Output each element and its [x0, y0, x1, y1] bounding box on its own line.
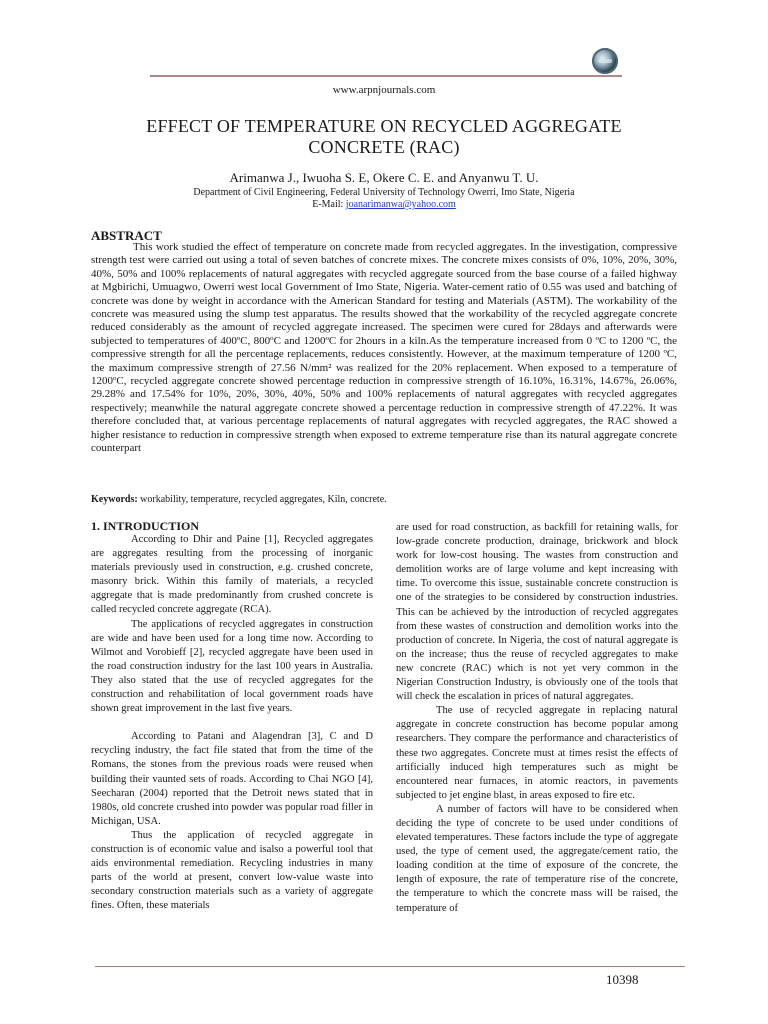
keywords-label: Keywords: [91, 494, 138, 505]
footer-rule [95, 966, 685, 967]
keywords [91, 494, 677, 505]
author-list: Arimanwa J., Iwuoha S. E, Okere C. E. and Anyanwu T. U. [229, 170, 539, 185]
email-link[interactable]: joanarimanwa@yahoo.com [345, 199, 456, 210]
section-heading: 1. INTRODUCTION [91, 519, 200, 533]
column-left [91, 519, 373, 913]
journal-url[interactable]: www.arpnjournals.com [332, 84, 436, 96]
abstract-heading: ABSTRACT [91, 228, 162, 243]
paragraph: According to Dhir and Paine [1], Recycled aggregates are aggregates resulting from the processing of inorganic materials previously used in construction, e.g. crushed concrete, masonry brick. Within this family of materials, a recycled aggregate that is made predominantly from crushed concrete is called recycled concrete aggregate (RCA). [91, 534, 373, 616]
paragraph: A number of factors will have to be considered when deciding the type of concrete to be used under conditions of elevated temperatures. These factors include the type of aggregate used, the type of cement used, the aggregate/cement ratio, the loading condition at the time of exposure of the concrete, the length of exposure, the rate of temperature rise of the concrete, the temperature to which the concrete mass will be raised, the temperature of [396, 803, 678, 914]
keywords-text: workability, temperature, recycled aggregates, Kiln, concrete. [137, 494, 387, 505]
header-rule [150, 75, 622, 77]
email-line [0, 199, 768, 210]
paragraph: Thus the application of recycled aggregate in construction is of economic value and isalso a powerful tool that aids environmental remediation. Recycling industries in many parts of the world at present, convert low-value waste into secondary construction materials such as a variety of aggregate fines. Often, these materials [91, 829, 373, 912]
email-label: E-Mail: [312, 199, 344, 210]
paragraph: The use of recycled aggregate in replacing natural aggregate in concrete construction has become popular among researchers. They compare the performance and characteristics of these two aggregates. Concrete must at times resist the effects of artificially induced high temperatures such as might be encountered near furnaces, in atomic reactors, in pavements subjected to jet engine blast, in areas exposed to fire etc. [396, 705, 678, 801]
page-number: 10398 [606, 972, 639, 987]
globe-icon [592, 48, 618, 74]
paper-title [0, 116, 768, 158]
column-right [396, 521, 678, 916]
title-line-1: EFFECT OF TEMPERATURE ON RECYCLED AGGREGATE [146, 116, 622, 136]
title-line-2: CONCRETE (RAC) [308, 137, 460, 157]
paragraph: are used for road construction, as backfill for retaining walls, for low-grade concrete production, drainage, brickwork and block work for low-cost housing. The wastes from construction and demolition works are of large volume and kept increasing with time. To overcome this issue, sustainable concrete construction is one of the strategies to be considered by construction industries. This can be achieved by the introduction of recycled aggregates from these wastes of construction and demolition works into the production of concrete. In Nigeria, the cost of natural aggregate is on the increase; thus the reuse of recycled aggregates to make new concrete (RAC) which is not yet very common in the Nigerian Construction Industry, is obviously one of the tools that will check the escalation in prices of natural aggregates. [396, 522, 678, 703]
abstract-text: This work studied the effect of temperature on concrete made from recycled aggregates. In the investigation, compressive strength test were carried out using a total of seven batches of concrete mixes. The concrete mixes consists of 0%, 10%, 20%, 30%, 40%, 50% and 100% replacements of natural aggregates with recycled aggregate sourced from the base course of a failed highway at Mgbirichi, Umuagwo, Owerri west local Government of Imo State, Nigeria. Water-cement ratio of 0.55 was used and batching of concrete was done by weight in accordance with the American Standard for testing and Materials (ASTM). The workability of the concrete was measured using the slump test apparatus. The results showed that the workability of the recycled aggregate concrete reduced considerably as the amount of recycled aggregate increased. The specimen were cured for 28days and afterwards were subjected to temperatures of 400ºC, 800ºC and 1200ºC for 2hours in a kiln.As the temperature increased from 0 ºC to 1200 ºC, the compressive strength for all the percentage replacements, reduces consistently. However, at the maximum temperature of 1200 ºC, the maximum compressive strength of 27.56 N/mm² was realized for the 20% replacement. When exposed to a temperature of 1200ºC, recycled aggregate concrete showed percentage reduction in compressive strength of 16.10%, 16.31%, 14.67%, 26.06%, 29.28% and 17.54% for 10%, 20%, 30%, 40%, 50% and 100% replacements of natural aggregates with recycled aggregates respectively; meanwhile the natural aggregate concrete showed a percentage reduction in compressive strength of 47.22%. It was therefore concluded that, at various percentage replacements of natural aggregates with recycled aggregates, the RAC showed a higher resistance to reduction in compressive strength when exposed to extreme temperature rise than its natural aggregate concrete counterpart [91, 241, 677, 455]
affiliation: Department of Civil Engineering, Federal University of Technology Owerri, Imo State, Nigeria [193, 187, 575, 198]
paragraph: According to Patani and Alagendran [3], C and D recycling industry, the fact file stated that from the time of the Romans, the stones from the previous roads were reused when building their vaunted sets of roads. According to Chai NGO [4], Seecharan (2004) reported that the Detroit news stated that in 1980s, old concrete crushed into powder was popular road filler in Michigan, USA. [91, 731, 373, 827]
paragraph: The applications of recycled aggregates in construction are wide and have been used for a long time now. According to Wilmot and Vorobieff [2], recycled aggregate have been used in the road construction industry for the last 100 years in Australia. They also stated that the use of recycled aggregates for the construction and rehabilitation of local government roads have shown great improvement in the last five years. [91, 618, 373, 715]
